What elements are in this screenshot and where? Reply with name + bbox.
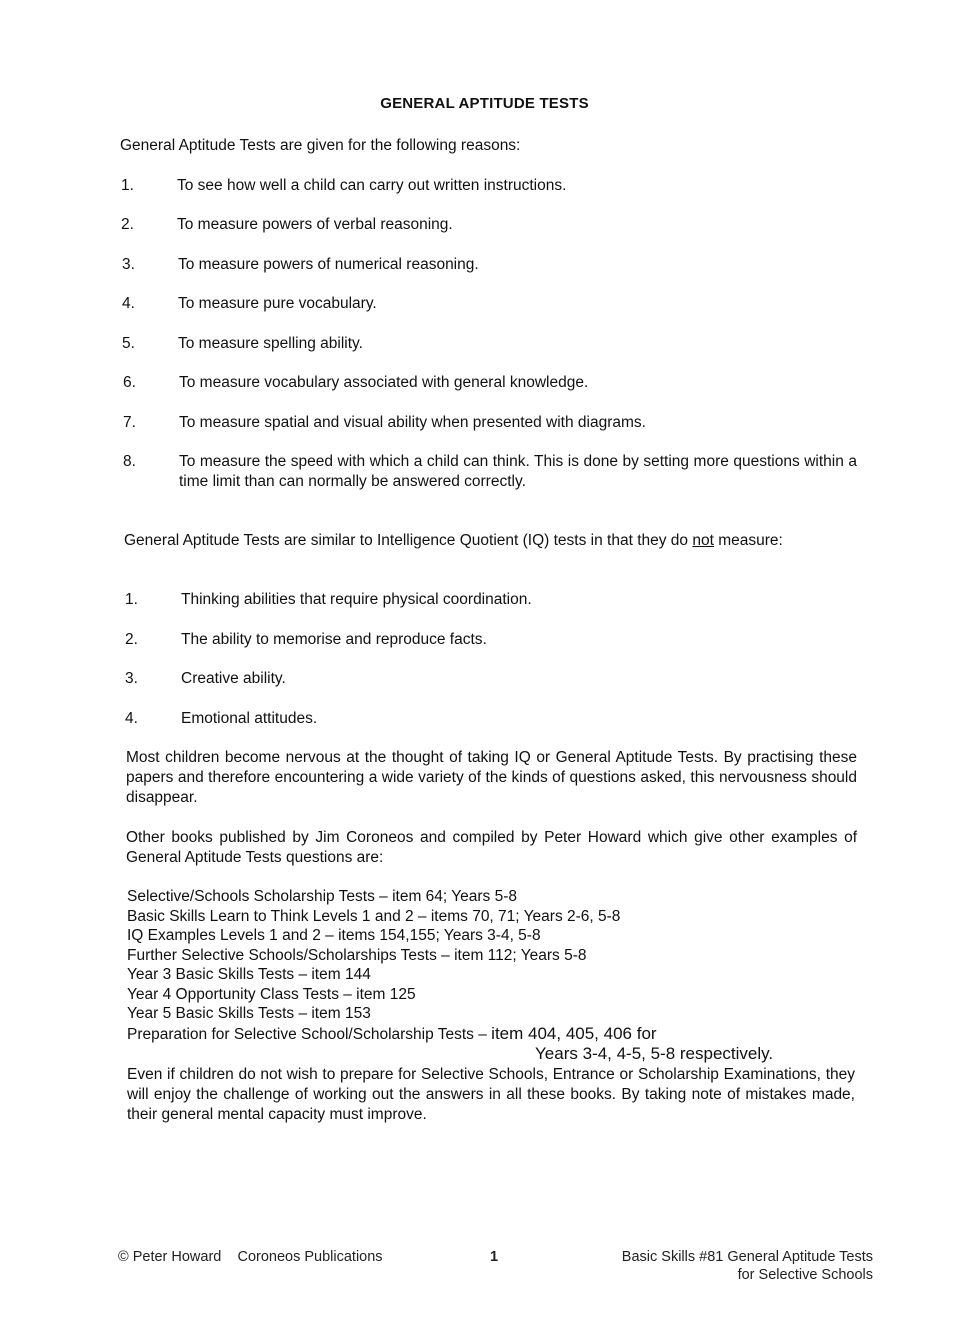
list-text: Thinking abilities that require physical coordination. bbox=[181, 591, 532, 608]
list-text: Emotional attitudes. bbox=[181, 710, 318, 727]
book-list-item: Year 3 Basic Skills Tests – item 144 bbox=[127, 966, 371, 983]
list-number: 4. bbox=[125, 710, 138, 727]
underlined-word: not bbox=[692, 532, 714, 549]
book-list-item: Year 5 Basic Skills Tests – item 153 bbox=[127, 1005, 371, 1022]
closing-paragraph: Even if children do not wish to prepare for Selective Schools, Entrance or Scholarship Examinations, they will enjoy the challenge of working out the answers in all these books. By taking note of mistakes made, their general mental capacity must improve. bbox=[127, 1066, 855, 1123]
list-number: 2. bbox=[125, 631, 138, 648]
list-number: 3. bbox=[125, 670, 138, 687]
book-list-item: Selective/Schools Scholarship Tests – item 64; Years 5-8 bbox=[127, 888, 518, 905]
book-list-item: Basic Skills Learn to Think Levels 1 and 2 – items 70, 71; Years 2-6, 5-8 bbox=[127, 907, 621, 925]
nervous-paragraph: Most children become nervous at the thought of taking IQ or General Aptitude Tests. By practising these papers and therefore encountering a wide variety of the kinds of questions asked, this nervousness should disappear. bbox=[126, 749, 857, 806]
footer-copyright: © Peter Howard Coroneos Publications bbox=[118, 1249, 383, 1265]
list-text: To measure the speed with which a child can think. This is done by setting more questions within a time limit than can normally be answered correctly. bbox=[179, 453, 857, 490]
page-title: GENERAL APTITUDE TESTS bbox=[380, 95, 589, 112]
footer-book-title bbox=[622, 1248, 873, 1284]
list-text: To measure powers of verbal reasoning. bbox=[177, 216, 453, 233]
list-number: 5. bbox=[122, 335, 135, 352]
book-list-item: Further Selective Schools/Scholarships Tests – item 112; Years 5-8 bbox=[127, 946, 587, 964]
similar-text: General Aptitude Tests are similar to Intelligence Quotient (IQ) tests in that they do bbox=[124, 532, 693, 549]
list-text: To measure spatial and visual ability when presented with diagrams. bbox=[179, 414, 646, 431]
list-number: 8. bbox=[123, 453, 136, 470]
list-text: To see how well a child can carry out written instructions. bbox=[177, 177, 567, 194]
footer-title-line1: Basic Skills #81 General Aptitude Tests bbox=[621, 1249, 873, 1265]
similar-paragraph bbox=[124, 531, 857, 551]
book-list-item: Year 4 Opportunity Class Tests – item 125 bbox=[127, 985, 416, 1003]
list-text: The ability to memorise and reproduce facts. bbox=[181, 631, 487, 648]
list-number: 1. bbox=[121, 177, 134, 194]
footer-title-line2: for Selective Schools bbox=[737, 1267, 873, 1283]
list-text: To measure powers of numerical reasoning. bbox=[178, 256, 479, 273]
list-text: To measure vocabulary associated with general knowledge. bbox=[179, 374, 589, 391]
similar-text-end: measure: bbox=[713, 532, 783, 549]
list-number: 6. bbox=[123, 374, 136, 391]
other-books-paragraph: Other books published by Jim Coroneos and compiled by Peter Howard which give other examples of General Aptitude Tests questions are: bbox=[126, 829, 857, 866]
list-text: To measure pure vocabulary. bbox=[178, 295, 377, 312]
list-number: 1. bbox=[125, 591, 138, 608]
intro-paragraph: General Aptitude Tests are given for the following reasons: bbox=[120, 137, 521, 154]
list-number: 2. bbox=[121, 216, 134, 233]
book-list-item: IQ Examples Levels 1 and 2 – items 154,155; Years 3-4, 5-8 bbox=[127, 927, 541, 944]
book-list-item bbox=[127, 1024, 657, 1045]
list-text: To measure spelling ability. bbox=[178, 335, 363, 352]
book-list bbox=[127, 887, 657, 1044]
prep-text: Preparation for Selective School/Scholarship Tests – bbox=[127, 1025, 492, 1043]
list-number: 3. bbox=[122, 256, 135, 273]
prep-item-numbers: item 404, 405, 406 for bbox=[491, 1023, 657, 1043]
list-text: Creative ability. bbox=[181, 670, 286, 687]
prep-years: Years 3-4, 4-5, 5-8 respectively. bbox=[535, 1044, 774, 1063]
list-number: 4. bbox=[122, 295, 135, 312]
page-number: 1 bbox=[490, 1249, 499, 1265]
list-number: 7. bbox=[123, 414, 136, 431]
